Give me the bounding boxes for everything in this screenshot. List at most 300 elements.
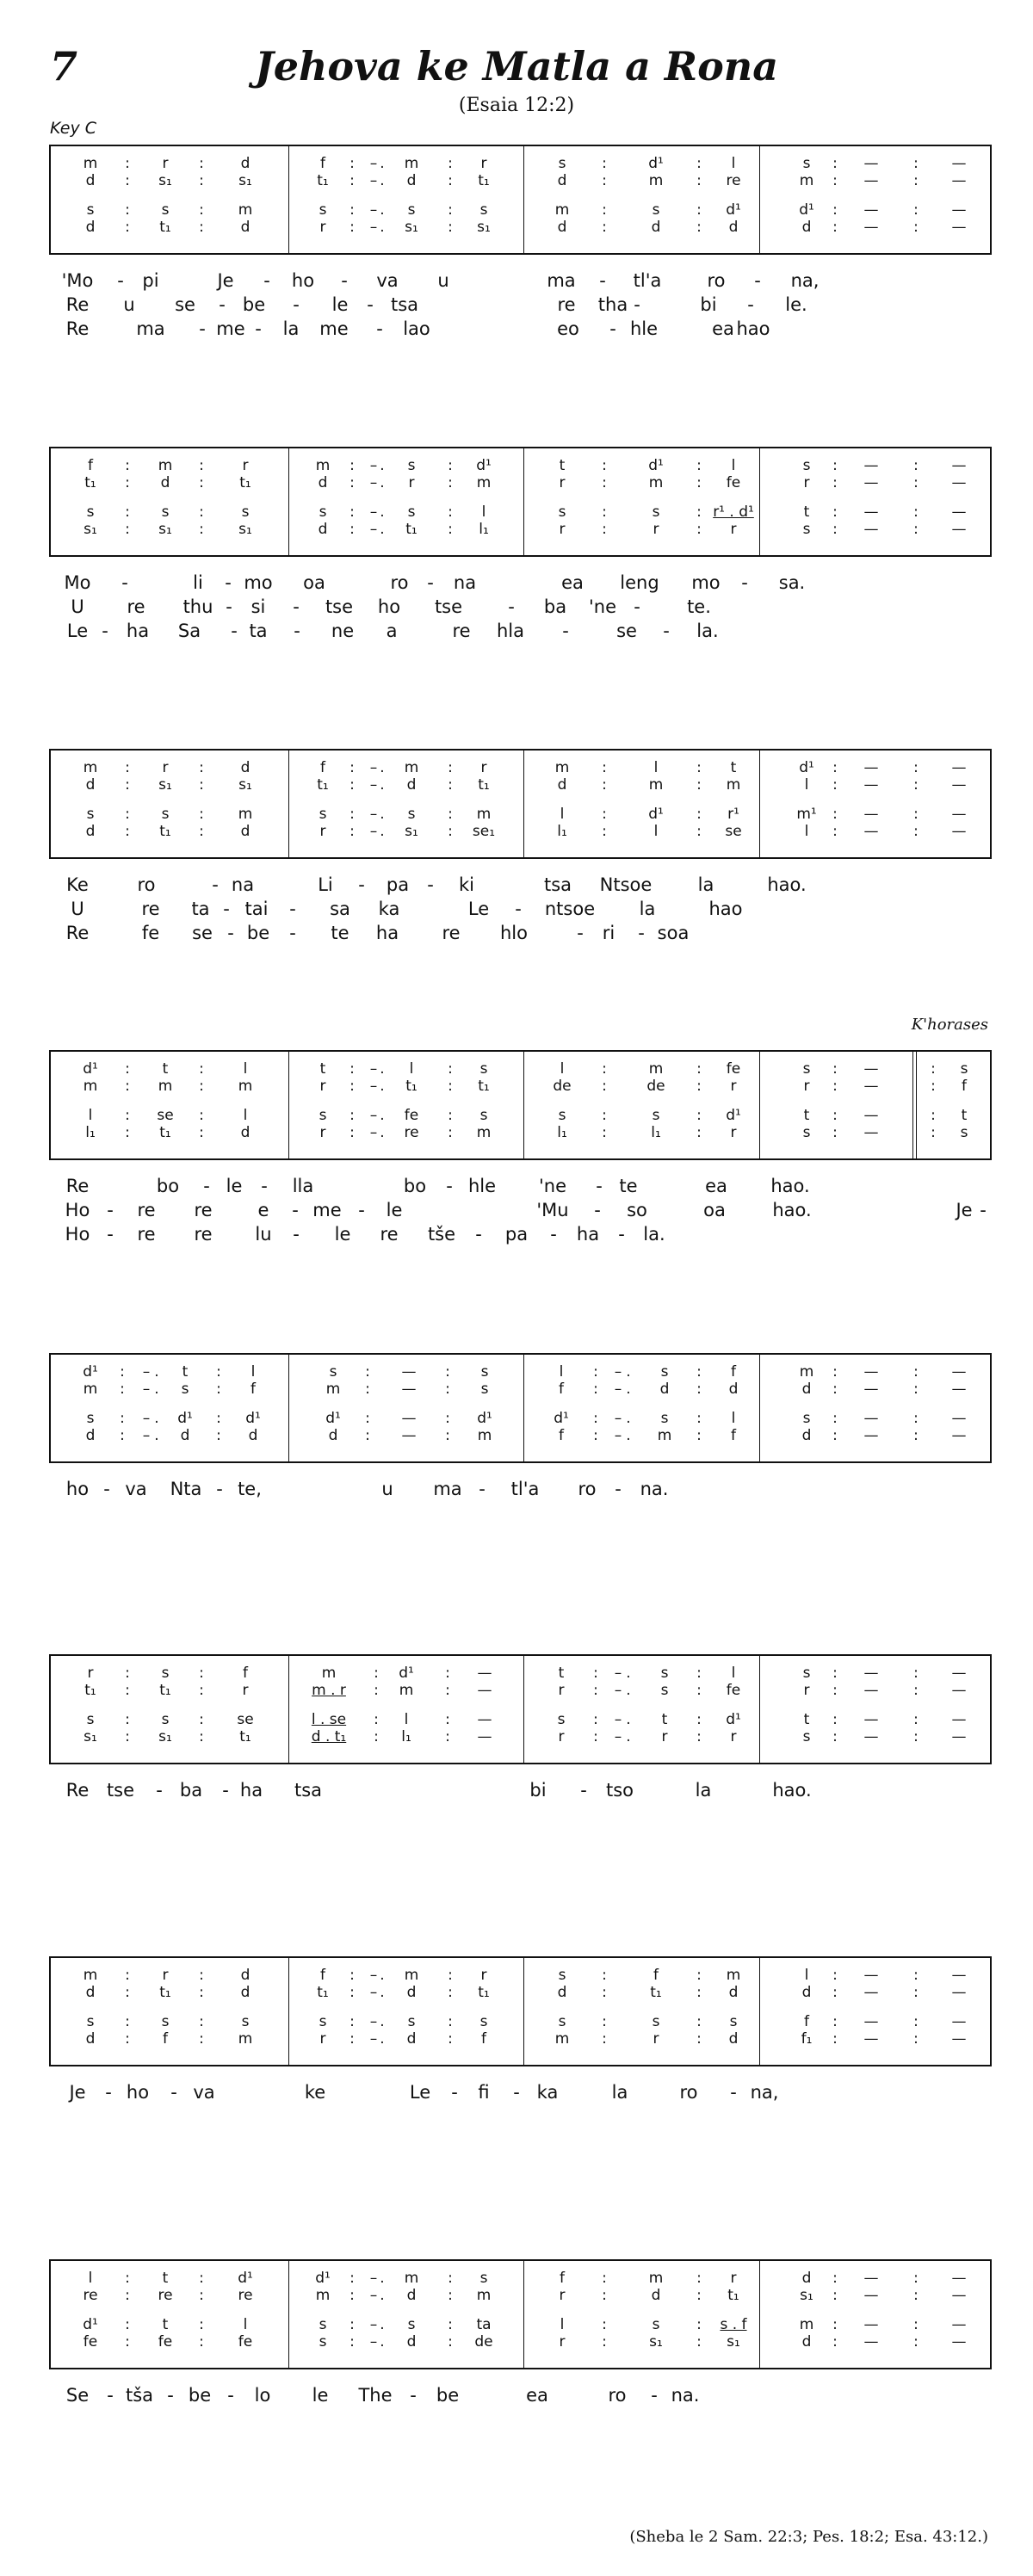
lyric-verse-2 bbox=[0, 1199, 1033, 1221]
note-symbol: . bbox=[380, 823, 385, 840]
note-symbol: : bbox=[125, 806, 130, 823]
note-symbol: : bbox=[696, 759, 702, 776]
lyric-syllable: le bbox=[334, 1224, 351, 1245]
note-symbol: : bbox=[199, 155, 204, 172]
note-symbol: : bbox=[448, 1984, 453, 2001]
note-symbol: : bbox=[199, 1728, 204, 1745]
note-symbol: s bbox=[407, 806, 416, 823]
note-symbol: — bbox=[863, 759, 879, 776]
note-symbol: : bbox=[349, 2316, 355, 2333]
note-symbol: f bbox=[653, 1967, 659, 1984]
note-symbol: : bbox=[216, 1363, 221, 1381]
note-symbol: l bbox=[560, 2316, 565, 2333]
note-symbol: . bbox=[380, 1967, 385, 1984]
note-symbol: : bbox=[696, 2316, 702, 2333]
lyric-syllable: - bbox=[376, 318, 383, 339]
note-symbol: . bbox=[626, 1682, 631, 1699]
note-symbol: : bbox=[696, 2270, 702, 2287]
note-symbol: : bbox=[913, 759, 919, 776]
note-symbol: f bbox=[320, 759, 325, 776]
note-symbol: . bbox=[380, 1107, 385, 1124]
note-symbol: l bbox=[653, 759, 659, 776]
note-symbol: : bbox=[602, 1124, 607, 1141]
note-symbol: : bbox=[125, 1078, 130, 1095]
note-symbol: – bbox=[369, 2316, 378, 2333]
lyric-syllable: - bbox=[446, 1176, 453, 1196]
note-symbol: . bbox=[380, 457, 385, 474]
bass-row bbox=[51, 823, 990, 840]
hymn-subtitle: (Esaia 12:2) bbox=[458, 95, 575, 116]
lyric-syllable: hao bbox=[708, 899, 743, 919]
lyric-syllable: te bbox=[331, 923, 349, 943]
note-symbol: t₁ bbox=[239, 474, 251, 491]
note-symbol: s₁ bbox=[238, 521, 252, 538]
lyric-syllable: lu bbox=[255, 1224, 272, 1245]
note-symbol: : bbox=[216, 1427, 221, 1444]
lyric-syllable: Je bbox=[69, 2082, 86, 2103]
lyric-syllable: ro bbox=[578, 1479, 597, 1499]
hymn-number: 7 bbox=[50, 43, 78, 90]
lyric-syllable: eo bbox=[557, 318, 579, 339]
note-symbol: m bbox=[648, 2270, 664, 2287]
note-symbol: d bbox=[801, 1381, 812, 1398]
note-symbol: : bbox=[832, 503, 838, 521]
note-symbol: : bbox=[602, 521, 607, 538]
note-symbol: — bbox=[401, 1427, 417, 1444]
note-symbol: f bbox=[731, 1427, 736, 1444]
note-symbol: : bbox=[913, 172, 919, 189]
note-symbol: — bbox=[951, 457, 967, 474]
lyric-syllable: - bbox=[427, 874, 434, 895]
tenor-row bbox=[51, 1410, 990, 1427]
note-symbol: — bbox=[951, 1682, 967, 1699]
lyric-syllable: ea bbox=[705, 1176, 727, 1196]
lyric-syllable: tsa bbox=[294, 1780, 323, 1801]
note-symbol: : bbox=[832, 1124, 838, 1141]
lyric-syllable: - bbox=[358, 1200, 365, 1220]
note-symbol: — bbox=[863, 1711, 879, 1728]
lyric-syllable: - bbox=[730, 2082, 737, 2103]
note-symbol: f bbox=[163, 2030, 168, 2048]
note-symbol: : bbox=[913, 1682, 919, 1699]
note-symbol: : bbox=[349, 219, 355, 236]
note-symbol: — bbox=[863, 503, 879, 521]
note-symbol: m bbox=[404, 155, 419, 172]
note-symbol: d . t₁ bbox=[311, 1728, 347, 1745]
note-symbol: s₁ bbox=[84, 1728, 97, 1745]
note-symbol: : bbox=[602, 2013, 607, 2030]
note-symbol: : bbox=[602, 457, 607, 474]
note-symbol: : bbox=[199, 806, 204, 823]
note-symbol: : bbox=[448, 2333, 453, 2351]
lyric-syllable: - bbox=[451, 2082, 458, 2103]
note-symbol: r bbox=[162, 155, 169, 172]
note-symbol: s bbox=[479, 2270, 488, 2287]
note-symbol: : bbox=[696, 521, 702, 538]
lyric-syllable: pa bbox=[386, 874, 410, 895]
note-symbol: : bbox=[832, 776, 838, 794]
note-symbol: : bbox=[913, 776, 919, 794]
note-symbol: : bbox=[448, 1124, 453, 1141]
note-symbol: s bbox=[802, 155, 811, 172]
note-symbol: – bbox=[369, 1124, 378, 1141]
note-symbol: — bbox=[863, 2270, 879, 2287]
note-symbol: : bbox=[696, 2013, 702, 2030]
lyric-syllable: re bbox=[194, 1224, 213, 1245]
note-symbol: d bbox=[406, 2287, 417, 2304]
note-symbol: . bbox=[380, 776, 385, 794]
note-symbol: d bbox=[728, 219, 739, 236]
note-symbol: : bbox=[199, 2316, 204, 2333]
note-symbol: s bbox=[729, 2013, 738, 2030]
note-symbol: : bbox=[602, 2316, 607, 2333]
note-symbol: t bbox=[961, 1107, 968, 1124]
lyric-syllable: - bbox=[594, 1200, 601, 1220]
lyric-syllable: re bbox=[137, 1200, 156, 1220]
footer-reference: (Sheba le 2 Sam. 22:3; Pes. 18:2; Esa. 43:12.) bbox=[629, 2528, 988, 2546]
note-symbol: : bbox=[602, 823, 607, 840]
note-symbol: : bbox=[374, 1728, 379, 1745]
lyric-syllable: ro bbox=[707, 270, 726, 291]
note-symbol: – bbox=[369, 2270, 378, 2287]
lyric-syllable: ha bbox=[126, 621, 150, 641]
note-symbol: r¹ bbox=[727, 806, 739, 823]
note-symbol: l bbox=[243, 1107, 248, 1124]
note-symbol: : bbox=[216, 1410, 221, 1427]
note-symbol: f bbox=[560, 2270, 565, 2287]
note-symbol: – bbox=[614, 1711, 622, 1728]
note-symbol: f bbox=[243, 1665, 248, 1682]
note-symbol: d bbox=[240, 155, 251, 172]
lyric-syllable: Mo bbox=[64, 572, 91, 593]
lyric-syllable: oa bbox=[703, 1200, 726, 1220]
note-symbol: : bbox=[199, 823, 204, 840]
lyric-syllable: te, bbox=[238, 1479, 262, 1499]
note-symbol: f bbox=[320, 1967, 325, 1984]
note-symbol: t₁ bbox=[650, 1984, 662, 2001]
lyric-syllable: le bbox=[331, 294, 349, 315]
note-symbol: d bbox=[557, 172, 567, 189]
music-system-2 bbox=[49, 447, 992, 557]
note-symbol: s bbox=[241, 503, 250, 521]
note-symbol: : bbox=[832, 1060, 838, 1078]
note-symbol: : bbox=[365, 1363, 370, 1381]
lyric-syllable: - bbox=[261, 1176, 268, 1196]
note-symbol: d¹ bbox=[648, 155, 664, 172]
note-symbol: : bbox=[125, 2287, 130, 2304]
note-symbol: s bbox=[319, 2316, 327, 2333]
lyric-syllable: te bbox=[619, 1176, 638, 1196]
note-symbol: : bbox=[125, 1984, 130, 2001]
note-symbol: — bbox=[863, 1728, 879, 1745]
note-symbol: : bbox=[120, 1381, 125, 1398]
note-symbol: : bbox=[696, 823, 702, 840]
note-symbol: r bbox=[242, 1682, 249, 1699]
note-symbol: d¹ bbox=[799, 201, 814, 219]
note-symbol: : bbox=[696, 474, 702, 491]
note-symbol: s bbox=[652, 201, 660, 219]
note-symbol: s₁ bbox=[405, 823, 418, 840]
note-symbol: — bbox=[951, 2270, 967, 2287]
note-symbol: : bbox=[696, 457, 702, 474]
note-symbol: l bbox=[243, 2316, 248, 2333]
note-symbol: t bbox=[803, 503, 810, 521]
note-symbol: . bbox=[626, 1363, 631, 1381]
note-symbol: m bbox=[315, 2287, 331, 2304]
note-symbol: s bbox=[86, 1410, 95, 1427]
note-symbol: l₁ bbox=[557, 1124, 567, 1141]
lyric-syllable: - bbox=[358, 874, 365, 895]
note-symbol: s bbox=[557, 1711, 566, 1728]
note-symbol: – bbox=[614, 1381, 622, 1398]
note-symbol: : bbox=[448, 2316, 453, 2333]
note-symbol: m bbox=[476, 2287, 492, 2304]
lyric-syllable: 'Mu bbox=[536, 1200, 569, 1220]
note-symbol: — bbox=[863, 1060, 879, 1078]
note-symbol: : bbox=[832, 1078, 838, 1095]
lyric-syllable: 'ne bbox=[588, 596, 617, 617]
note-symbol: l bbox=[560, 806, 565, 823]
note-symbol: s bbox=[652, 2316, 660, 2333]
note-symbol: — bbox=[951, 172, 967, 189]
note-symbol: : bbox=[125, 2030, 130, 2048]
note-symbol: s₁ bbox=[405, 219, 418, 236]
note-symbol: : bbox=[448, 1078, 453, 1095]
note-symbol: s bbox=[558, 1967, 566, 1984]
lyric-syllable: na. bbox=[640, 1479, 669, 1499]
note-symbol: r bbox=[319, 823, 326, 840]
note-symbol: : bbox=[448, 503, 453, 521]
note-symbol: s bbox=[660, 1665, 669, 1682]
note-symbol: : bbox=[913, 1427, 919, 1444]
lyric-syllable: la bbox=[611, 2082, 628, 2103]
bass-row bbox=[51, 1728, 990, 1745]
lyric-syllable: mo bbox=[244, 572, 273, 593]
note-symbol: s bbox=[480, 1381, 489, 1398]
note-symbol: : bbox=[696, 1665, 702, 1682]
note-symbol: . bbox=[380, 201, 385, 219]
note-symbol: m bbox=[83, 1967, 98, 1984]
note-symbol: . bbox=[626, 1728, 631, 1745]
note-symbol: : bbox=[593, 1363, 598, 1381]
note-symbol: s bbox=[660, 1363, 669, 1381]
note-symbol: s₁ bbox=[84, 521, 97, 538]
note-symbol: : bbox=[125, 2013, 130, 2030]
note-symbol: t₁ bbox=[159, 1124, 171, 1141]
note-symbol: : bbox=[696, 1682, 702, 1699]
lyric-syllable: Le bbox=[66, 621, 89, 641]
lyric-syllable: - bbox=[479, 1479, 486, 1499]
soprano-row bbox=[51, 1665, 990, 1682]
note-symbol: : bbox=[448, 823, 453, 840]
chorus-label: K'horases bbox=[911, 1016, 988, 1034]
note-symbol: — bbox=[863, 1682, 879, 1699]
note-symbol: : bbox=[448, 2030, 453, 2048]
tenor-row bbox=[51, 503, 990, 521]
lyric-syllable: Nta bbox=[170, 1479, 202, 1499]
note-symbol: : bbox=[199, 1078, 204, 1095]
note-symbol: f bbox=[320, 155, 325, 172]
note-symbol: – bbox=[369, 1984, 378, 2001]
note-symbol: : bbox=[832, 474, 838, 491]
lyric-syllable: tsa bbox=[543, 874, 572, 895]
note-symbol: : bbox=[125, 2333, 130, 2351]
note-symbol: de bbox=[646, 1078, 665, 1095]
note-symbol: : bbox=[696, 1381, 702, 1398]
note-symbol: : bbox=[448, 201, 453, 219]
note-symbol: s bbox=[161, 201, 170, 219]
note-symbol: : bbox=[913, 2013, 919, 2030]
music-system-7 bbox=[49, 1956, 992, 2066]
note-symbol: : bbox=[832, 2270, 838, 2287]
note-symbol: s bbox=[319, 2333, 327, 2351]
note-symbol: – bbox=[369, 201, 378, 219]
lyric-syllable: ea bbox=[561, 572, 584, 593]
note-symbol: — bbox=[951, 1967, 967, 1984]
note-symbol: t₁ bbox=[159, 219, 171, 236]
note-symbol: — bbox=[401, 1410, 417, 1427]
note-symbol: l bbox=[559, 1363, 564, 1381]
lyric-verse-3 bbox=[0, 1223, 1033, 1245]
note-symbol: d bbox=[801, 219, 812, 236]
note-symbol: f bbox=[481, 2030, 486, 2048]
lyric-syllable: - bbox=[980, 1200, 987, 1220]
note-symbol: d bbox=[248, 1427, 258, 1444]
note-symbol: s bbox=[319, 201, 327, 219]
lyric-syllable: Ntsoe bbox=[599, 874, 653, 895]
lyric-syllable: hao. bbox=[770, 1176, 810, 1196]
lyric-syllable: va bbox=[125, 1479, 147, 1499]
lyric-syllable: - bbox=[156, 1780, 163, 1801]
note-symbol: : bbox=[696, 1427, 702, 1444]
note-symbol: . bbox=[626, 1665, 631, 1682]
lyric-syllable: le. bbox=[785, 294, 807, 315]
lyric-syllable: - bbox=[562, 621, 569, 641]
note-symbol: : bbox=[199, 759, 204, 776]
note-symbol: s bbox=[558, 2013, 566, 2030]
lyric-syllable: - bbox=[638, 923, 645, 943]
note-symbol: . bbox=[380, 2287, 385, 2304]
note-symbol: : bbox=[448, 457, 453, 474]
lyric-syllable: - bbox=[341, 270, 348, 291]
note-symbol: : bbox=[125, 2316, 130, 2333]
note-symbol: : bbox=[125, 823, 130, 840]
note-symbol: m bbox=[238, 806, 253, 823]
note-symbol: — bbox=[863, 1967, 879, 1984]
note-symbol: — bbox=[951, 2316, 967, 2333]
note-symbol: – bbox=[614, 1728, 622, 1745]
note-symbol: s bbox=[660, 1682, 669, 1699]
lyric-syllable: tai bbox=[244, 899, 269, 919]
note-symbol: d¹ bbox=[476, 457, 492, 474]
note-symbol: s₁ bbox=[727, 2333, 740, 2351]
note-symbol: – bbox=[614, 1363, 622, 1381]
note-symbol: . bbox=[154, 1363, 159, 1381]
note-symbol: — bbox=[951, 1728, 967, 1745]
lyric-syllable: - bbox=[515, 899, 522, 919]
note-symbol: m bbox=[648, 1060, 664, 1078]
note-symbol: : bbox=[832, 1427, 838, 1444]
note-symbol: d bbox=[651, 219, 661, 236]
note-symbol: m bbox=[799, 172, 814, 189]
lyric-syllable: Sa bbox=[177, 621, 201, 641]
note-symbol: – bbox=[369, 776, 378, 794]
lyric-syllable: - bbox=[255, 318, 262, 339]
note-symbol: : bbox=[125, 1711, 130, 1728]
lyric-syllable: ro bbox=[390, 572, 409, 593]
note-symbol: : bbox=[602, 219, 607, 236]
lyric-syllable: Re bbox=[65, 318, 90, 339]
lyric-syllable: fe bbox=[141, 923, 160, 943]
note-symbol: m bbox=[399, 1682, 414, 1699]
note-symbol: m . r bbox=[312, 1682, 346, 1699]
note-symbol: s₁ bbox=[800, 2287, 813, 2304]
note-symbol: — bbox=[863, 1984, 879, 2001]
note-symbol: d bbox=[240, 219, 251, 236]
note-symbol: t₁ bbox=[84, 474, 96, 491]
lyric-syllable: U bbox=[71, 596, 84, 617]
note-symbol: : bbox=[125, 759, 130, 776]
note-symbol: m bbox=[554, 759, 570, 776]
note-symbol: l₁ bbox=[401, 1728, 411, 1745]
note-symbol: : bbox=[448, 2287, 453, 2304]
note-symbol: s bbox=[960, 1060, 968, 1078]
note-symbol: : bbox=[696, 155, 702, 172]
lyric-syllable: - bbox=[293, 1224, 300, 1245]
note-symbol: : bbox=[448, 1060, 453, 1078]
note-symbol: : bbox=[832, 1984, 838, 2001]
lyric-syllable: u bbox=[381, 1479, 393, 1499]
tenor-row bbox=[51, 201, 990, 219]
note-symbol: fe bbox=[83, 2333, 98, 2351]
note-symbol: s bbox=[161, 503, 170, 521]
note-symbol: . bbox=[380, 806, 385, 823]
note-symbol: : bbox=[448, 474, 453, 491]
note-symbol: t₁ bbox=[478, 776, 490, 794]
note-symbol: . bbox=[380, 521, 385, 538]
note-symbol: d bbox=[557, 776, 567, 794]
note-symbol: : bbox=[696, 2287, 702, 2304]
note-symbol: — bbox=[951, 759, 967, 776]
note-symbol: s bbox=[319, 806, 327, 823]
note-symbol: fe bbox=[238, 2333, 253, 2351]
note-symbol: l₁ bbox=[651, 1124, 661, 1141]
note-symbol: d bbox=[801, 1984, 812, 2001]
note-symbol: d bbox=[801, 1427, 812, 1444]
note-symbol: : bbox=[448, 1107, 453, 1124]
note-symbol: d bbox=[406, 2030, 417, 2048]
lyric-verse-1 bbox=[0, 571, 1033, 594]
note-symbol: l bbox=[481, 503, 486, 521]
note-symbol: : bbox=[199, 1060, 204, 1078]
note-symbol: s bbox=[241, 2013, 250, 2030]
note-symbol: s bbox=[319, 2013, 327, 2030]
lyric-syllable: ki bbox=[459, 874, 474, 895]
note-symbol: : bbox=[349, 1060, 355, 1078]
note-symbol: s bbox=[407, 2316, 416, 2333]
note-symbol: s bbox=[407, 201, 416, 219]
note-symbol: : bbox=[448, 521, 453, 538]
note-symbol: l bbox=[251, 1363, 256, 1381]
note-symbol: — bbox=[951, 503, 967, 521]
lyric-syllable: - bbox=[219, 294, 226, 315]
note-symbol: : bbox=[696, 503, 702, 521]
note-symbol: — bbox=[951, 2333, 967, 2351]
note-symbol: s₁ bbox=[649, 2333, 663, 2351]
note-symbol: s₁ bbox=[238, 776, 252, 794]
lyric-syllable: ro bbox=[679, 2082, 698, 2103]
note-symbol: – bbox=[614, 1682, 622, 1699]
